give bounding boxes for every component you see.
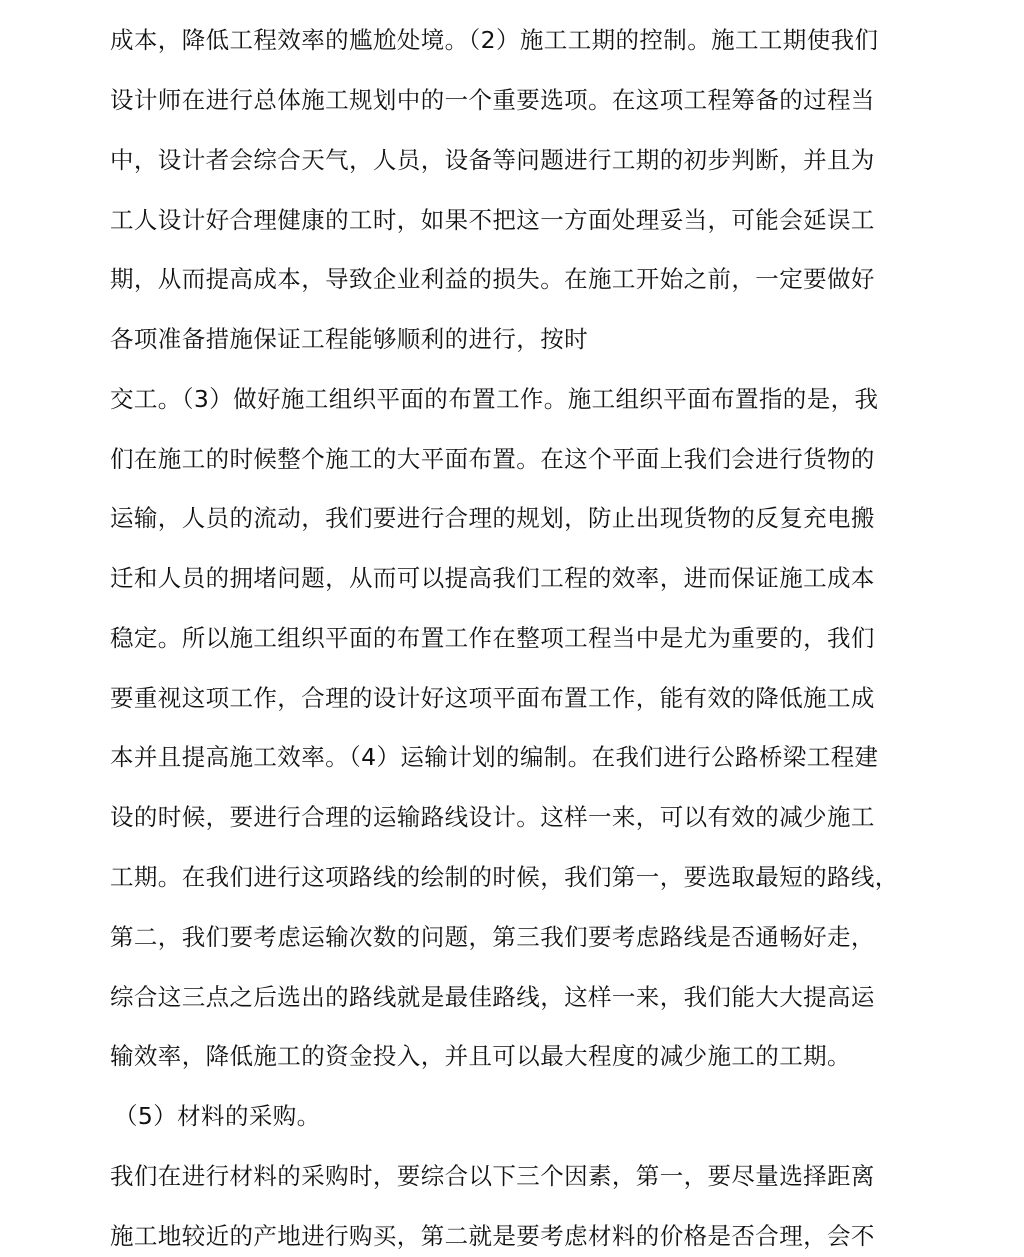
text-line: 们在施工的时候整个施工的大平面布置。在这个平面上我们会进行货物的 xyxy=(110,445,875,473)
text-line: 各项准备措施保证工程能够顺利的进行，按时 xyxy=(110,325,588,353)
text-line: 第二，我们要考虑运输次数的问题，第三我们要考虑路线是否通畅好走， xyxy=(110,923,875,951)
text-line: 成本，降低工程效率的尴尬处境。（2）施工工期的控制。施工工期使我们 xyxy=(110,26,879,54)
text-line: 输效率，降低施工的资金投入，并且可以最大程度的减少施工的工期。 xyxy=(110,1042,851,1070)
text-line: 设计师在进行总体施工规划中的一个重要选项。在这项工程筹备的过程当 xyxy=(110,86,875,114)
text-line: （5）材料的采购。 xyxy=(114,1102,321,1130)
text-line: 运输，人员的流动，我们要进行合理的规划，防止出现货物的反复充电搬 xyxy=(110,504,875,532)
text-line: 稳定。所以施工组织平面的布置工作在整项工程当中是尤为重要的，我们 xyxy=(110,624,875,652)
text-line: 设的时候，要进行合理的运输路线设计。这样一来，可以有效的减少施工 xyxy=(110,803,875,831)
text-line: 综合这三点之后选出的路线就是最佳路线，这样一来，我们能大大提高运 xyxy=(110,983,875,1011)
text-line: 交工。（3）做好施工组织平面的布置工作。施工组织平面布置指的是，我 xyxy=(110,385,879,413)
text-line: 中，设计者会综合天气，人员，设备等问题进行工期的初步判断，并且为 xyxy=(110,146,875,174)
text-line: 工期。在我们进行这项路线的绘制的时候，我们第一，要选取最短的路线， xyxy=(110,863,899,891)
text-line: 本并且提高施工效率。（4）运输计划的编制。在我们进行公路桥梁工程建 xyxy=(110,743,879,771)
text-line: 施工地较近的产地进行购买，第二就是要考虑材料的价格是否合理，会不 xyxy=(110,1222,875,1250)
text-line: 迁和人员的拥堵问题，从而可以提高我们工程的效率，进而保证施工成本 xyxy=(110,564,875,592)
text-line: 要重视这项工作，合理的设计好这项平面布置工作，能有效的降低施工成 xyxy=(110,684,875,712)
text-line: 我们在进行材料的采购时，要综合以下三个因素，第一，要尽量选择距离 xyxy=(110,1162,875,1190)
text-line: 工人设计好合理健康的工时，如果不把这一方面处理妥当，可能会延误工 xyxy=(110,206,875,234)
text-line: 期，从而提高成本，导致企业利益的损失。在施工开始之前，一定要做好 xyxy=(110,265,875,293)
